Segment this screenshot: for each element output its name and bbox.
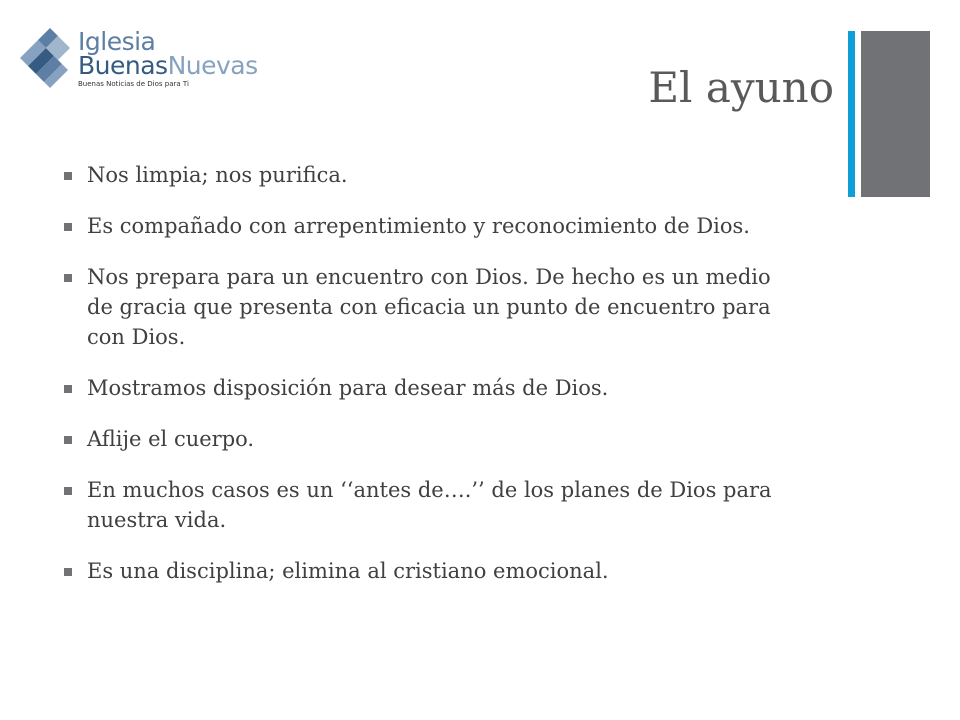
slide-title: El ayuno: [648, 63, 834, 112]
bullet-text: Aflije el cuerpo.: [87, 427, 255, 451]
square-bullet-icon: [64, 436, 72, 444]
list-item: [62, 160, 792, 190]
square-bullet-icon: [64, 223, 72, 231]
bullet-list: [62, 160, 792, 607]
square-bullet-icon: [64, 385, 72, 393]
bullet-text: Mostramos disposición para desear más de Dios.: [87, 376, 609, 400]
square-bullet-icon: [64, 172, 72, 180]
bullet-text: Nos limpia; nos purifica.: [87, 163, 348, 187]
logo-word-buenasnuevas: [78, 51, 258, 80]
square-bullet-icon: [64, 274, 72, 282]
logo-text: [78, 27, 258, 89]
church-logo: [20, 24, 256, 92]
list-item: [62, 475, 792, 535]
accent-bar-blue: [848, 31, 855, 197]
cross-logo-icon: [20, 24, 76, 92]
logo-word-nuevas: Nuevas: [167, 51, 258, 80]
bullet-text: Es una disciplina; elimina al cristiano emocional.: [87, 559, 609, 583]
bullet-text: Nos prepara para un encuentro con Dios. De hecho es un medio de gracia que presenta con eficacia un punto de encuentro para con Dios.: [87, 265, 771, 349]
list-item: [62, 211, 792, 241]
accent-bar-grey: [861, 31, 930, 197]
bullet-text: Es compañado con arrepentimiento y reconocimiento de Dios.: [87, 214, 750, 238]
list-item: [62, 373, 792, 403]
list-item: [62, 556, 792, 586]
square-bullet-icon: [64, 487, 72, 495]
logo-word-buenas: Buenas: [78, 51, 168, 80]
bullet-text: En muchos casos es un ‘‘antes de….’’ de los planes de Dios para nuestra vida.: [87, 478, 772, 532]
square-bullet-icon: [64, 568, 72, 576]
logo-tagline: Buenas Noticias de Dios para Ti: [78, 80, 189, 88]
list-item: [62, 262, 792, 352]
list-item: [62, 424, 792, 454]
logo-word-iglesia: Iglesia: [78, 27, 156, 56]
